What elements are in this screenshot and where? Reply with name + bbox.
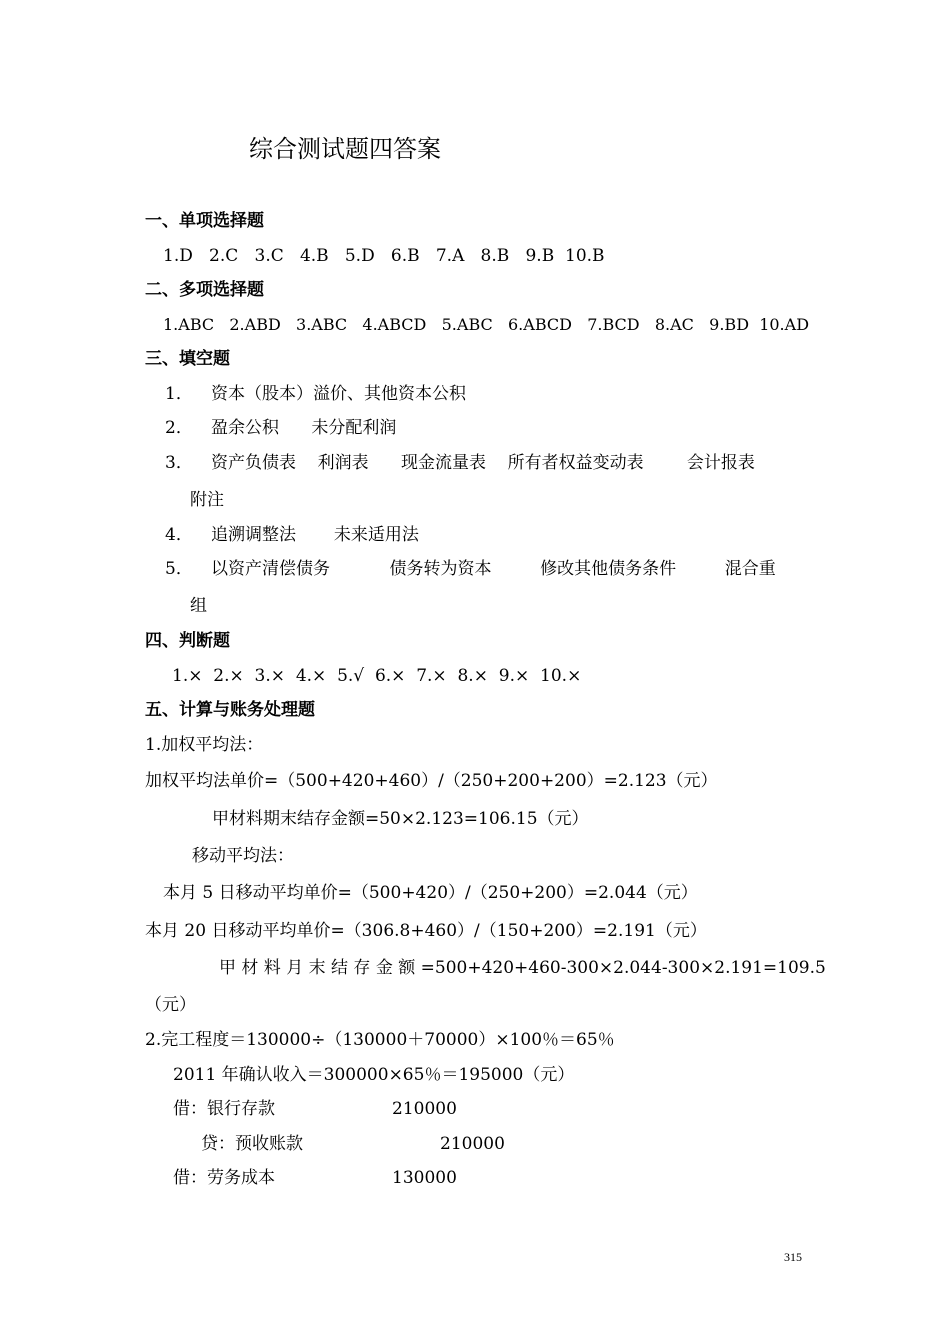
fill-blank-item-number: 5． [165,559,193,579]
section-heading-multiple-choice: 二、多项选择题 [145,280,264,300]
fill-blank-item-continuation: 组 [190,596,207,616]
fill-blank-item-number: 1． [165,384,193,404]
journal-entry-amount: 210000 [392,1099,457,1119]
fill-blank-item-text: 资本（股本）溢价、其他资本公积 [211,384,466,404]
calc-line: 甲 材 料 月 末 结 存 金 额 =500+420+460-300×2.044-300×2.191=109.5 [219,958,826,978]
fill-blank-item-text: 以资产清偿债务 债务转为资本 修改其他债务条件 混合重 [211,559,776,579]
fill-blank-item-text: 盈余公积 未分配利润 [211,418,397,438]
calc-line: 2.完工程度＝130000÷（130000＋70000）×100％＝65％ [145,1030,615,1050]
fill-blank-item-number: 4． [165,525,193,545]
section-heading-fill-blank: 三、填空题 [145,349,230,369]
calc-line: 加权平均法单价=（500+420+460）/（250+200+200）=2.123（元） [145,771,718,791]
section-heading-calculation: 五、计算与账务处理题 [145,700,315,720]
calc-line: 本月 20 日移动平均单价=（306.8+460）/（150+200）=2.191（元） [145,921,707,941]
journal-entry-amount: 210000 [440,1134,505,1154]
calc-line: 移动平均法： [192,846,294,866]
fill-blank-item-number: 2． [165,418,193,438]
fill-blank-item-number: 3． [165,453,193,473]
journal-entry-amount: 130000 [392,1168,457,1188]
calc-line: 2011 年确认收入＝300000×65％＝195000（元） [173,1065,575,1085]
fill-blank-item-text: 追溯调整法 未来适用法 [211,525,419,545]
calc-line: （元） [145,995,196,1015]
journal-entry-label: 贷：预收账款 [201,1134,303,1154]
true-false-answers: 1.× 2.× 3.× 4.× 5.√ 6.× 7.× 8.× 9.× 10.× [172,666,582,686]
calc-line: 本月 5 日移动平均单价=（500+420）/（250+200）=2.044（元） [163,883,698,903]
section-heading-single-choice: 一、单项选择题 [145,211,264,231]
page-number: 315 [784,1250,802,1264]
single-choice-answers: 1.D 2.C 3.C 4.B 5.D 6.B 7.A 8.B 9.B 10.B [163,246,605,266]
page-title: 综合测试题四答案 [249,135,441,163]
fill-blank-item-continuation: 附注 [190,490,224,510]
journal-entry-label: 借：劳务成本 [173,1168,275,1188]
fill-blank-item-text: 资产负债表 利润表 现金流量表 所有者权益变动表 会计报表 [211,453,755,473]
calc-line: 甲材料期末结存金额=50×2.123=106.15（元） [212,809,589,829]
section-heading-true-false: 四、判断题 [145,631,230,651]
journal-entry-label: 借：银行存款 [173,1099,275,1119]
calc-line: 1.加权平均法： [145,735,264,755]
multiple-choice-answers: 1.ABC 2.ABD 3.ABC 4.ABCD 5.ABC 6.ABCD 7.BCD 8.AC 9.BD 10.AD [163,315,810,334]
